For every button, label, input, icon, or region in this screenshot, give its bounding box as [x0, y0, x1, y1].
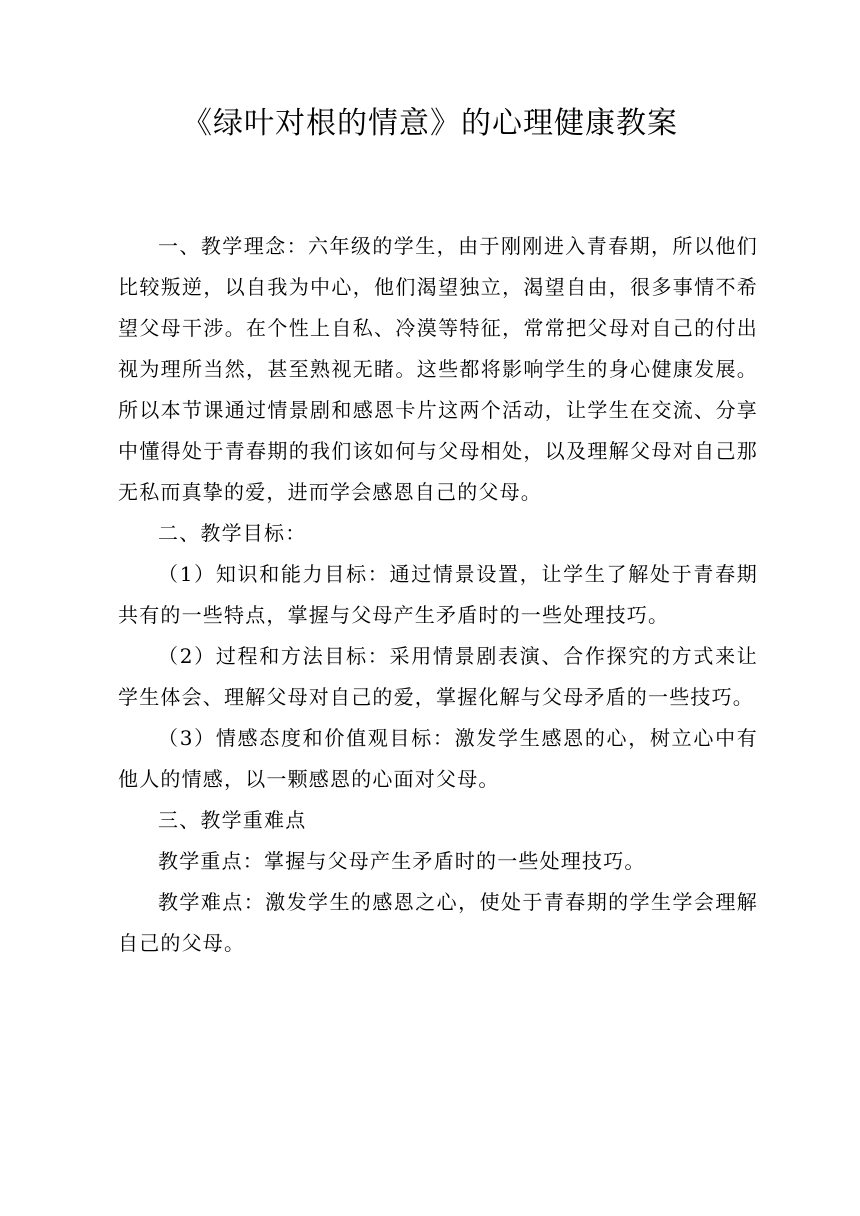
- document-body: [118, 226, 758, 964]
- heading-teaching-goals: 二、教学目标：: [158, 521, 307, 545]
- paragraph-difficult-point: 教学难点：激发学生的感恩之心，使处于青春期的学生学会理解自己的父母。: [118, 890, 758, 955]
- paragraph-teaching-philosophy: 一、教学理念：六年级的学生，由于刚刚进入青春期，所以他们比较叛逆，以自我为中心，他们渴望独立，渴望自由，很多事情不希望父母干涉。在个性上自私、冷漠等特征，常常把父母对自己的付出视为理所当然，甚至熟视无睹。这些都将影响学生的身心健康发展。所以本节课通过情景剧和感恩卡片这两个活动，让学生在交流、分享中懂得处于青春期的我们该如何与父母相处，以及理解父母对自己那无私而真挚的爱，进而学会感恩自己的父母。: [118, 234, 758, 504]
- document-title: 《绿叶对根的情意》的心理健康教案: [182, 106, 678, 141]
- paragraph-goal-emotion: （3）情感态度和价值观目标：激发学生感恩的心，树立心中有他人的情感，以一颗感恩的心面对父母。: [118, 726, 758, 791]
- paragraph-key-point: 教学重点：掌握与父母产生矛盾时的一些处理技巧。: [158, 849, 646, 873]
- paragraph-goal-knowledge: （1）知识和能力目标：通过情景设置，让学生了解处于青春期共有的一些特点，掌握与父母产生矛盾时的一些处理技巧。: [118, 562, 758, 627]
- paragraph-goal-process: （2）过程和方法目标：采用情景剧表演、合作探究的方式来让学生体会、理解父母对自己的爱，掌握化解与父母矛盾的一些技巧。: [118, 644, 758, 709]
- heading-key-difficult-points: 三、教学重难点: [158, 808, 307, 832]
